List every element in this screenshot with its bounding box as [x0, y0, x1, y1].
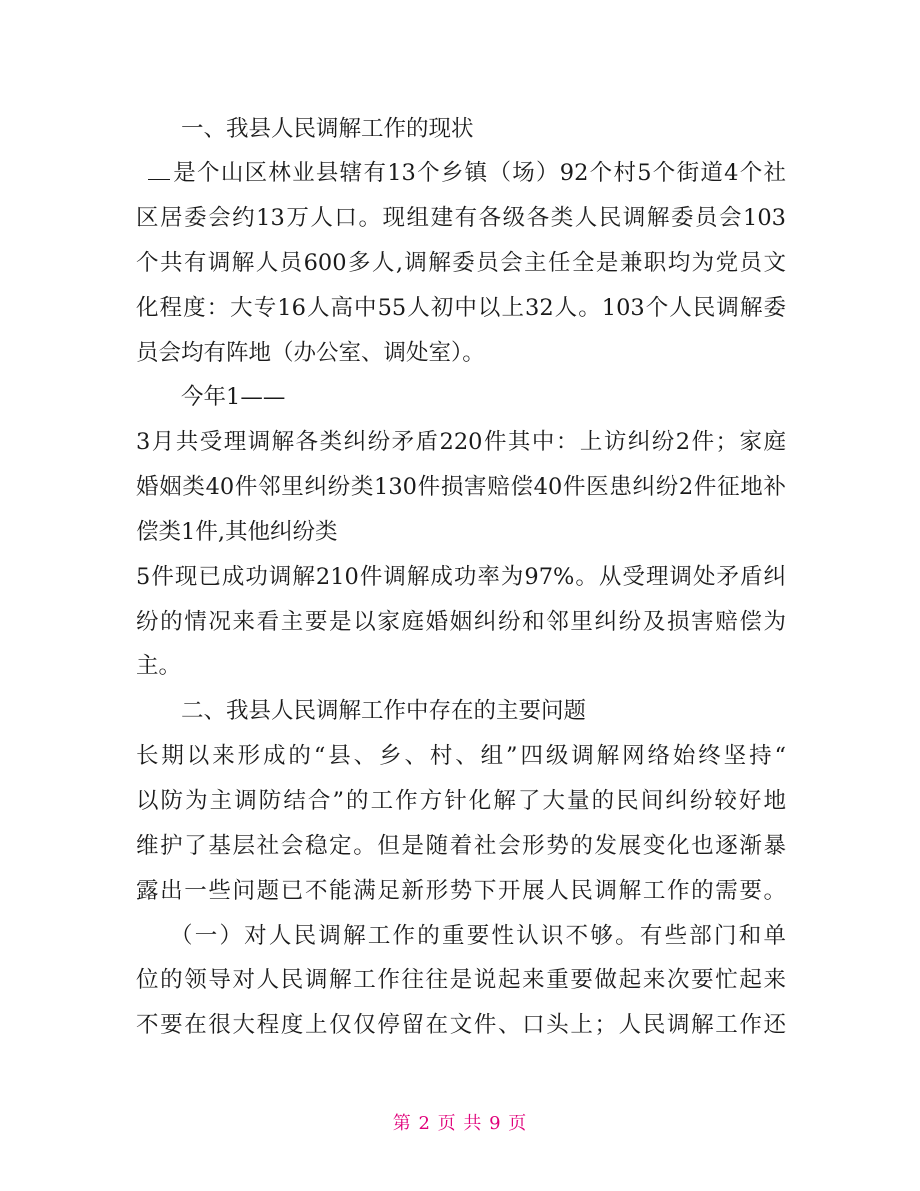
redacted-blank [148, 159, 170, 180]
section-heading-2: 二、我县人民调解工作中存在的主要问题 [181, 698, 587, 724]
paragraph-line: 个共有调解人员600多人,调解委员会主任全是兼职均为党员文 [136, 250, 786, 276]
paragraph-line: 纷的情况来看主要是以家庭婚姻纠纷和邻里纠纷及损害赔偿为 [136, 609, 786, 635]
paragraph-line: 露出一些问题已不能满足新形势下开展人民调解工作的需要。 [136, 878, 786, 904]
paragraph-line: 是个山区林业县辖有13个乡镇（场）92个村5个街道4个社 [148, 158, 786, 188]
paragraph-line: 主。 [136, 653, 182, 679]
paragraph-line: 化程度：大专16人高中55人初中以上32人。103个人民调解委 [136, 295, 786, 321]
paragraph-line: 员会均有阵地（办公室、调处室）。 [136, 340, 485, 366]
section-heading-1: 一、我县人民调解工作的现状 [181, 116, 474, 142]
paragraph-line: 位的领导对人民调解工作往往是说起来重要做起来次要忙起来 [136, 967, 786, 993]
paragraph-line: 长期以来形成的“县、乡、村、组”四级调解网络始终坚持“ [136, 743, 786, 769]
paragraph-line: 偿类1件,其他纠纷类 [136, 519, 338, 545]
paragraph-line: 3月共受理调解各类纠纷矛盾220件其中：上访纠纷2件；家庭 [136, 429, 786, 455]
paragraph-line: 维护了基层社会稳定。但是随着社会形势的发展变化也逐渐暴 [136, 833, 786, 859]
paragraph-line: 不要在很大程度上仅仅停留在文件、口头上；人民调解工作还 [136, 1012, 786, 1038]
paragraph-line: 5件现已成功调解210件调解成功率为97%。从受理调处矛盾纠 [136, 564, 786, 590]
paragraph-line: 婚姻类40件邻里纠纷类130件损害赔偿40件医患纠纷2件征地补 [136, 474, 786, 500]
paragraph-line: 今年1—— [181, 384, 286, 410]
page-number-footer: 第 2 页 共 9 页 [392, 1113, 528, 1134]
paragraph-line: 区居委会约13万人口。现组建有各级各类人民调解委员会103 [136, 205, 786, 231]
paragraph-line: 以防为主调防结合”的工作方针化解了大量的民间纠纷较好地 [136, 788, 786, 814]
subsection-line: （一）对人民调解工作的重要性认识不够。有些部门和单 [170, 923, 786, 949]
